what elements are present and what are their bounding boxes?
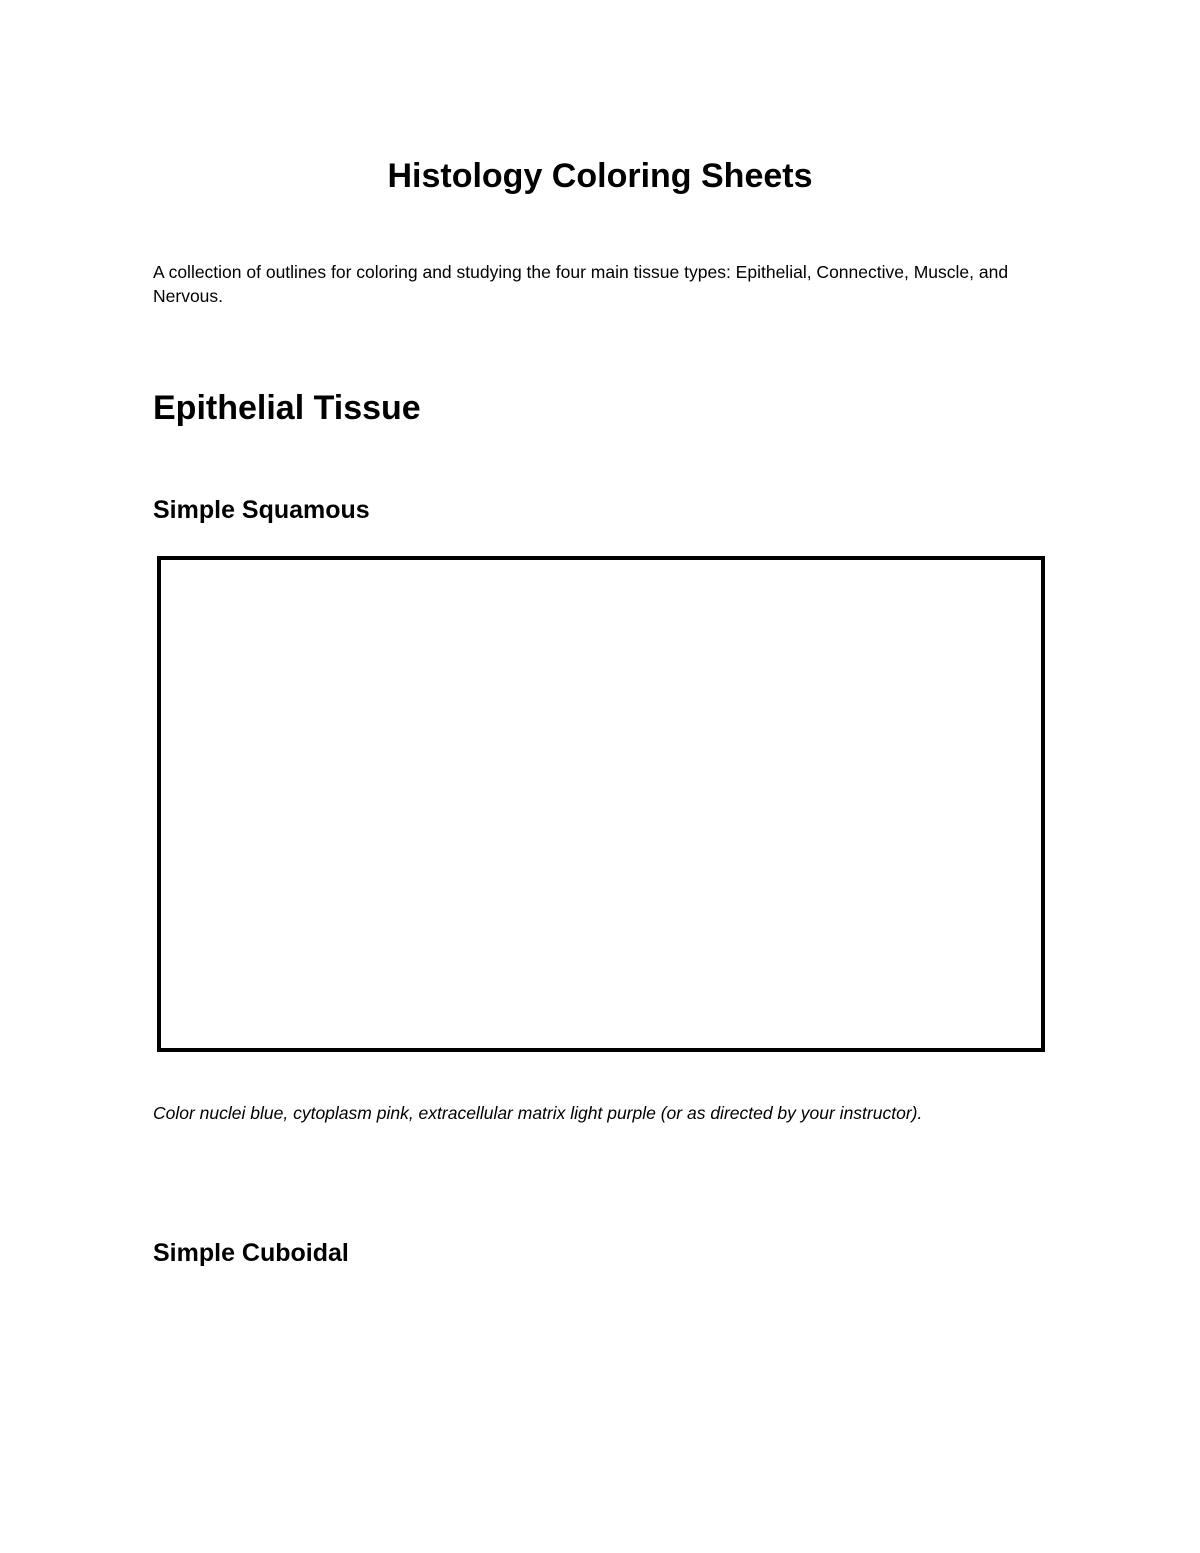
document-title: Histology Coloring Sheets bbox=[387, 157, 813, 195]
subsection-heading-simple-cuboidal: Simple Cuboidal bbox=[153, 1239, 349, 1267]
intro-paragraph: A collection of outlines for coloring and studying the four main tissue types: Epithelial, Connective, Muscle, and Nervous. bbox=[153, 262, 1009, 306]
coloring-outline-box bbox=[157, 556, 1045, 1052]
subsection-heading-simple-squamous: Simple Squamous bbox=[153, 496, 370, 524]
coloring-instruction: Color nuclei blue, cytoplasm pink, extracellular matrix light purple (or as directed by your instructor). bbox=[153, 1103, 923, 1123]
section-heading-epithelial: Epithelial Tissue bbox=[153, 389, 421, 427]
